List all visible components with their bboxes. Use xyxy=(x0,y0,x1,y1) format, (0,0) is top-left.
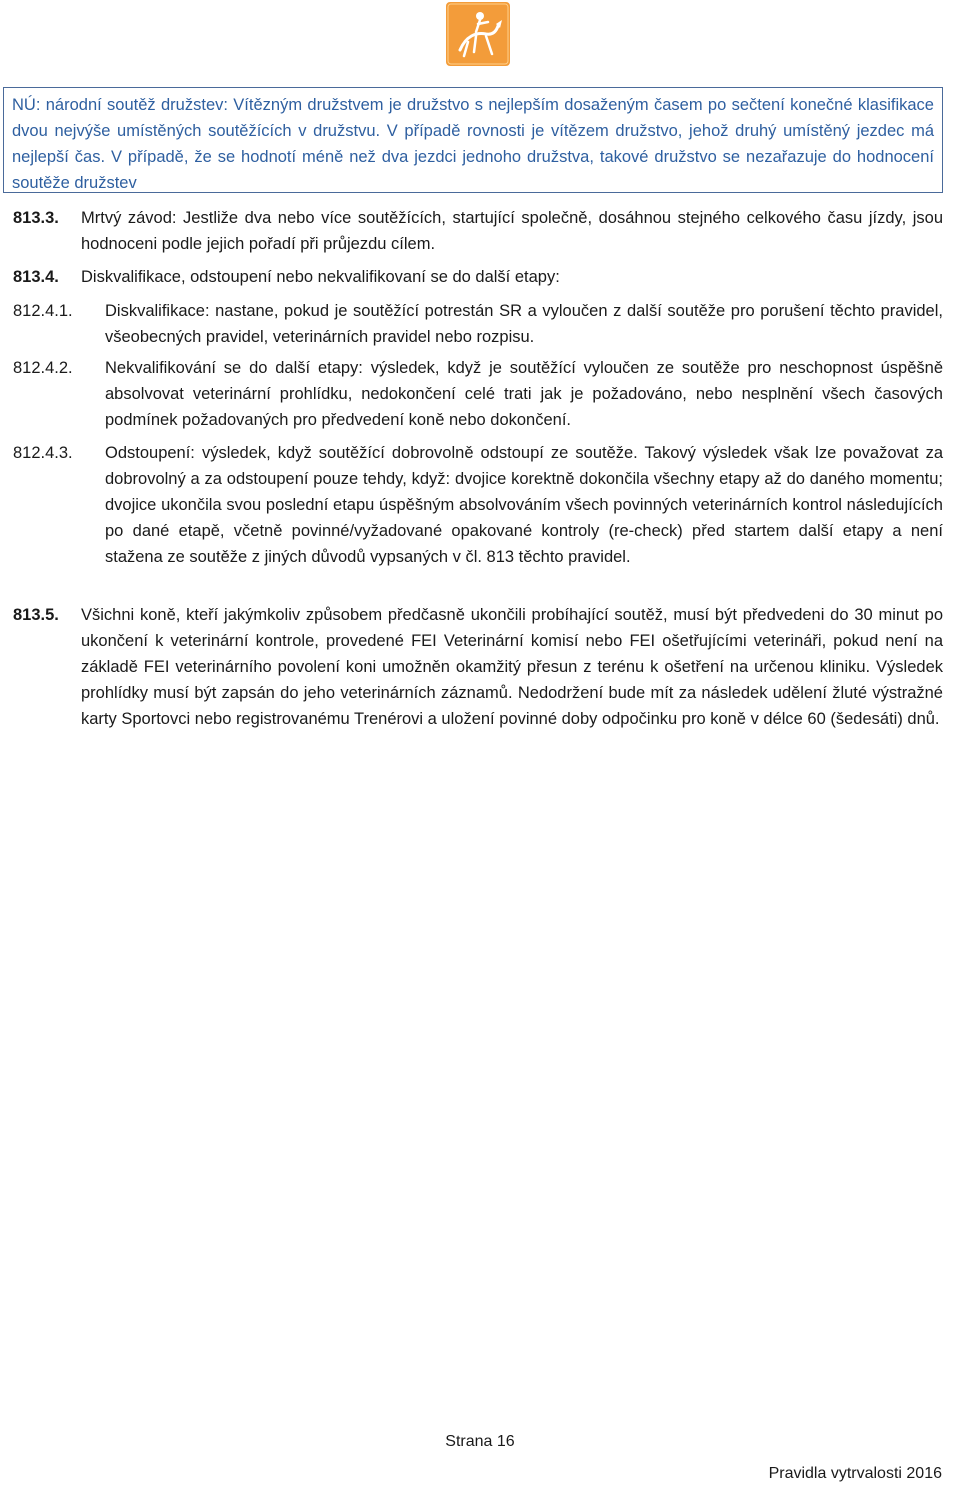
page-number: Strana 16 xyxy=(445,1433,515,1450)
section-number: 813.4. xyxy=(13,268,59,286)
section-number: 812.4.1. xyxy=(13,302,73,320)
section-text: Odstoupení: výsledek, když soutěžící dobrovolně odstoupí ze soutěže. Takový výsledek však lze považovat za dobrovolný a za odstoupení pouze tehdy, když: dvojice korektně dokončila všechny etapy až do daného momentu; dvojice ukončila svou poslední etapu úspěšným absolvováním všech povinných veterinárních kontrol následujících po dané etapě, včetně povinné/vyžadované opakované kontroly (re-check) před startem další etapy a není stažena ze soutěže z jiných důvodů vypsaných v čl. 813 těchto pravidel. xyxy=(105,444,943,566)
section-813-3 xyxy=(13,205,943,257)
note-text: NÚ: národní soutěž družstev: Vítězným družstvem je družstvo s nejlepším dosaženým časem po sečtení konečné klasifikace dvou nejvýše umístěných soutěžících v družstvu. V případě rovnosti je vítězem družstvo, jehož druhý umístěný jezdec má nejlepší čas. V případě, že se hodnotí méně než dva jezdci jednoho družstva, takové družstvo se nezařazuje do hodnocení soutěže družstev xyxy=(12,96,934,192)
section-text: Nekvalifikování se do další etapy: výsledek, když je soutěžící vyloučen ze soutěže pro neschopnost úspěšně absolvovat veterinární prohlídku, nedokončení celé trati jak je požadováno, nebo nesplnění všech časových podmínek požadovaných pro předvedení koně nebo dokončení. xyxy=(105,359,943,429)
document-title: Pravidla vytrvalosti 2016 xyxy=(768,1465,942,1482)
section-number: 813.3. xyxy=(13,209,59,227)
section-number: 812.4.2. xyxy=(13,359,73,377)
section-text: Mrtvý závod: Jestliže dva nebo více soutěžících, startující společně, dosáhnou stejného celkového času jízdy, jsou hodnoceni podle jejich pořadí při průjezdu cílem. xyxy=(81,209,943,253)
section-text: Diskvalifikace: nastane, pokud je soutěžící potrestán SR a vyloučen z další soutěže pro porušení těchto pravidel, všeobecných pravidel, veterinárních pravidel nebo rozpisu. xyxy=(105,302,943,346)
section-812-4-1 xyxy=(13,298,943,350)
section-number: 812.4.3. xyxy=(13,444,73,462)
section-text: Všichni koně, kteří jakýmkoliv způsobem předčasně ukončili probíhající soutěž, musí být předvedeni do 30 minut po ukončení k veterinární kontrole, provedené FEI Veterinární komisí nebo FEI ošetřujícími veterináři, pokud není na základě FEI veterinárního povolení koni umožněn okamžitý přesun z terénu k ošetření na určenou kliniku. Výsledek prohlídky musí být zapsán do jeho veterinárních záznamů. Nedodržení bude mít za následek udělení žluté výstražné karty Sportovci nebo registrovanému Trenérovi a uložení povinné doby odpočinku pro koně v délce 60 (šedesáti) dnů. xyxy=(81,606,943,728)
section-text: Diskvalifikace, odstoupení nebo nekvalifikovaní se do další etapy: xyxy=(81,268,560,286)
section-number: 813.5. xyxy=(13,606,59,624)
section-812-4-2 xyxy=(13,355,943,433)
section-813-4 xyxy=(13,264,943,290)
section-813-5 xyxy=(13,602,943,732)
national-competition-note xyxy=(3,87,943,193)
horse-rider-logo-icon xyxy=(446,2,510,66)
section-812-4-3 xyxy=(13,440,943,570)
